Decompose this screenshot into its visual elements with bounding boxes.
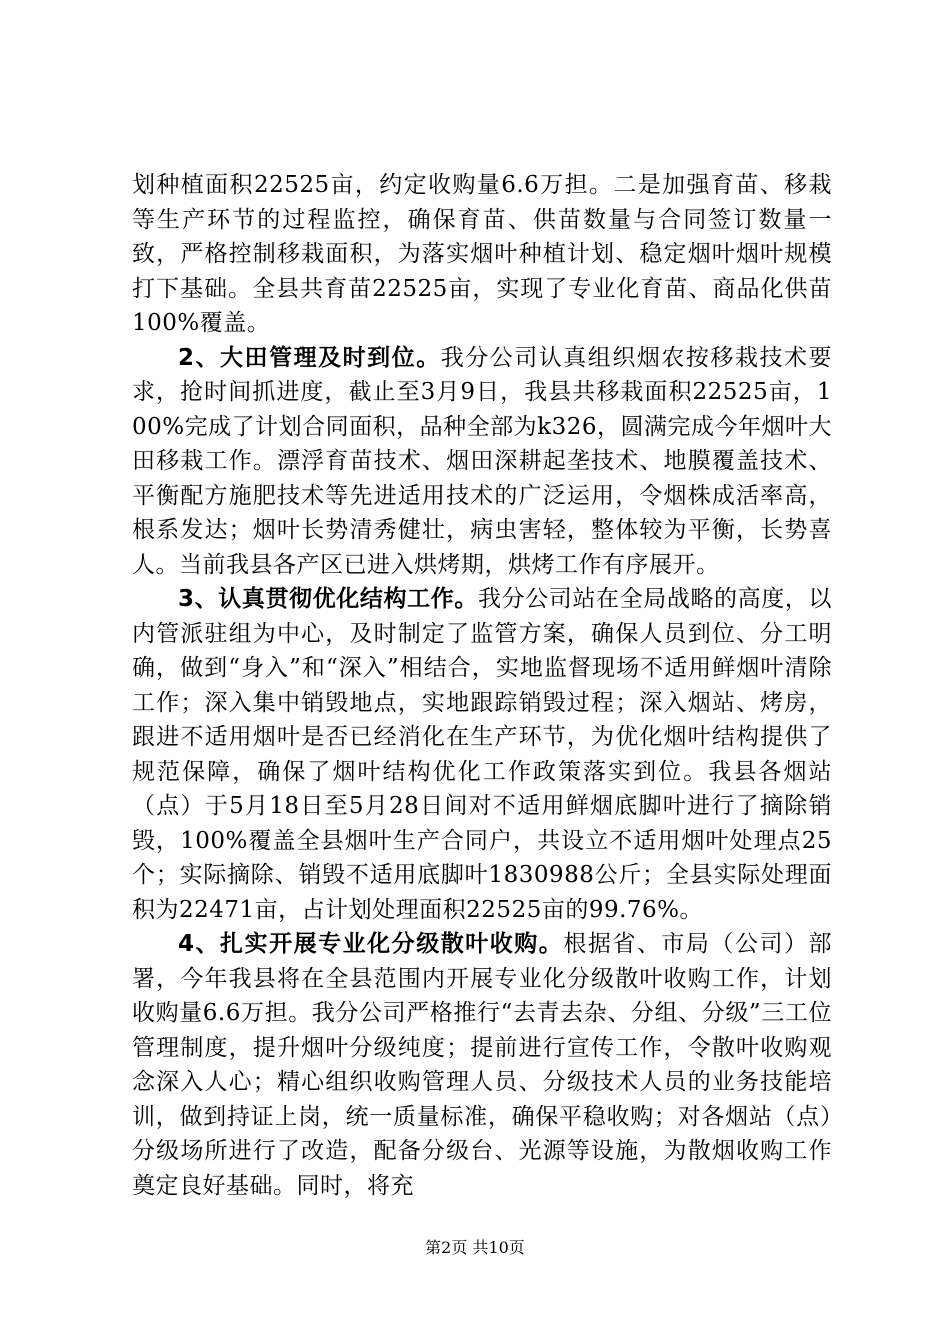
paragraph-4 [132,927,832,1203]
paragraph-1 [132,168,832,341]
paragraph-4-text: 根据省、市局（公司）部署，今年我县将在全县范围内开展专业化分级散叶收购工作，计划收购量6.6万担。我分公司严格推行“去青去杂、分组、分级”三工位管理制度，提升烟叶分级纯度；提前进行宣传工作，令散叶收购观念深入人心；精心组织收购管理人员、分级技术人员的业务技能培训，做到持证上岗，统一质量标准，确保平稳收购；对各烟站（点）分级场所进行了改造，配备分级台、光源等设施，为散烟收购工作奠定良好基础。同时，将充 [132,931,832,1199]
paragraph-2-text: 我分公司认真组织烟农按移栽技术要求，抢时间抓进度，截止至3月9日，我县共移栽面积22525亩，100%完成了计划合同面积，品种全部为k326，圆满完成今年烟叶大田移栽工作。漂浮育苗技术、烟田深耕起垄技术、地膜覆盖技术、平衡配方施肥技术等先进适用技术的广泛运用，令烟株成活率高，根系发达；烟叶长势清秀健壮，病虫害轻，整体较为平衡，长势喜人。当前我县各产区已进入烘烤期，烘烤工作有序展开。 [132,344,832,578]
paragraph-4-heading: 4、扎实开展专业化分级散叶收购。 [178,931,564,957]
paragraph-1-text: 划种植面积22525亩，约定收购量6.6万担。二是加强育苗、移栽等生产环节的过程监控，确保育苗、供苗数量与合同签订数量一致，严格控制移栽面积，为落实烟叶种植计划、稳定烟叶烟叶规模打下基础。全县共育苗22525亩，实现了专业化育苗、商品化供苗100%覆盖。 [132,172,832,336]
document-body [132,168,832,1203]
paragraph-2-heading: 2、大田管理及时到位。 [178,344,441,371]
paragraph-3-heading: 3、认真贯彻优化结构工作。 [178,586,478,612]
page-footer: 第2页 共10页 [425,1238,525,1257]
paragraph-2 [132,341,832,583]
paragraph-3 [132,582,832,927]
paragraph-3-text: 我分公司站在全局战略的高度，以内管派驻组为中心，及时制定了监管方案，确保人员到位、分工明确，做到“身入”和“深入”相结合，实地监督现场不适用鲜烟叶清除工作；深入集中销毁地点，实地跟踪销毁过程；深入烟站、烤房，跟进不适用烟叶是否已经消化在生产环节，为优化烟叶结构提供了规范保障，确保了烟叶结构优化工作政策落实到位。我县各烟站（点）于5月18日至5月28日间对不适用鲜烟底脚叶进行了摘除销毁，100%覆盖全县烟叶生产合同户，共设立不适用烟叶处理点25个；实际摘除、销毁不适用底脚叶1830988公斤；全县实际处理面积为22471亩，占计划处理面积22525亩的99.76%。 [132,586,833,923]
